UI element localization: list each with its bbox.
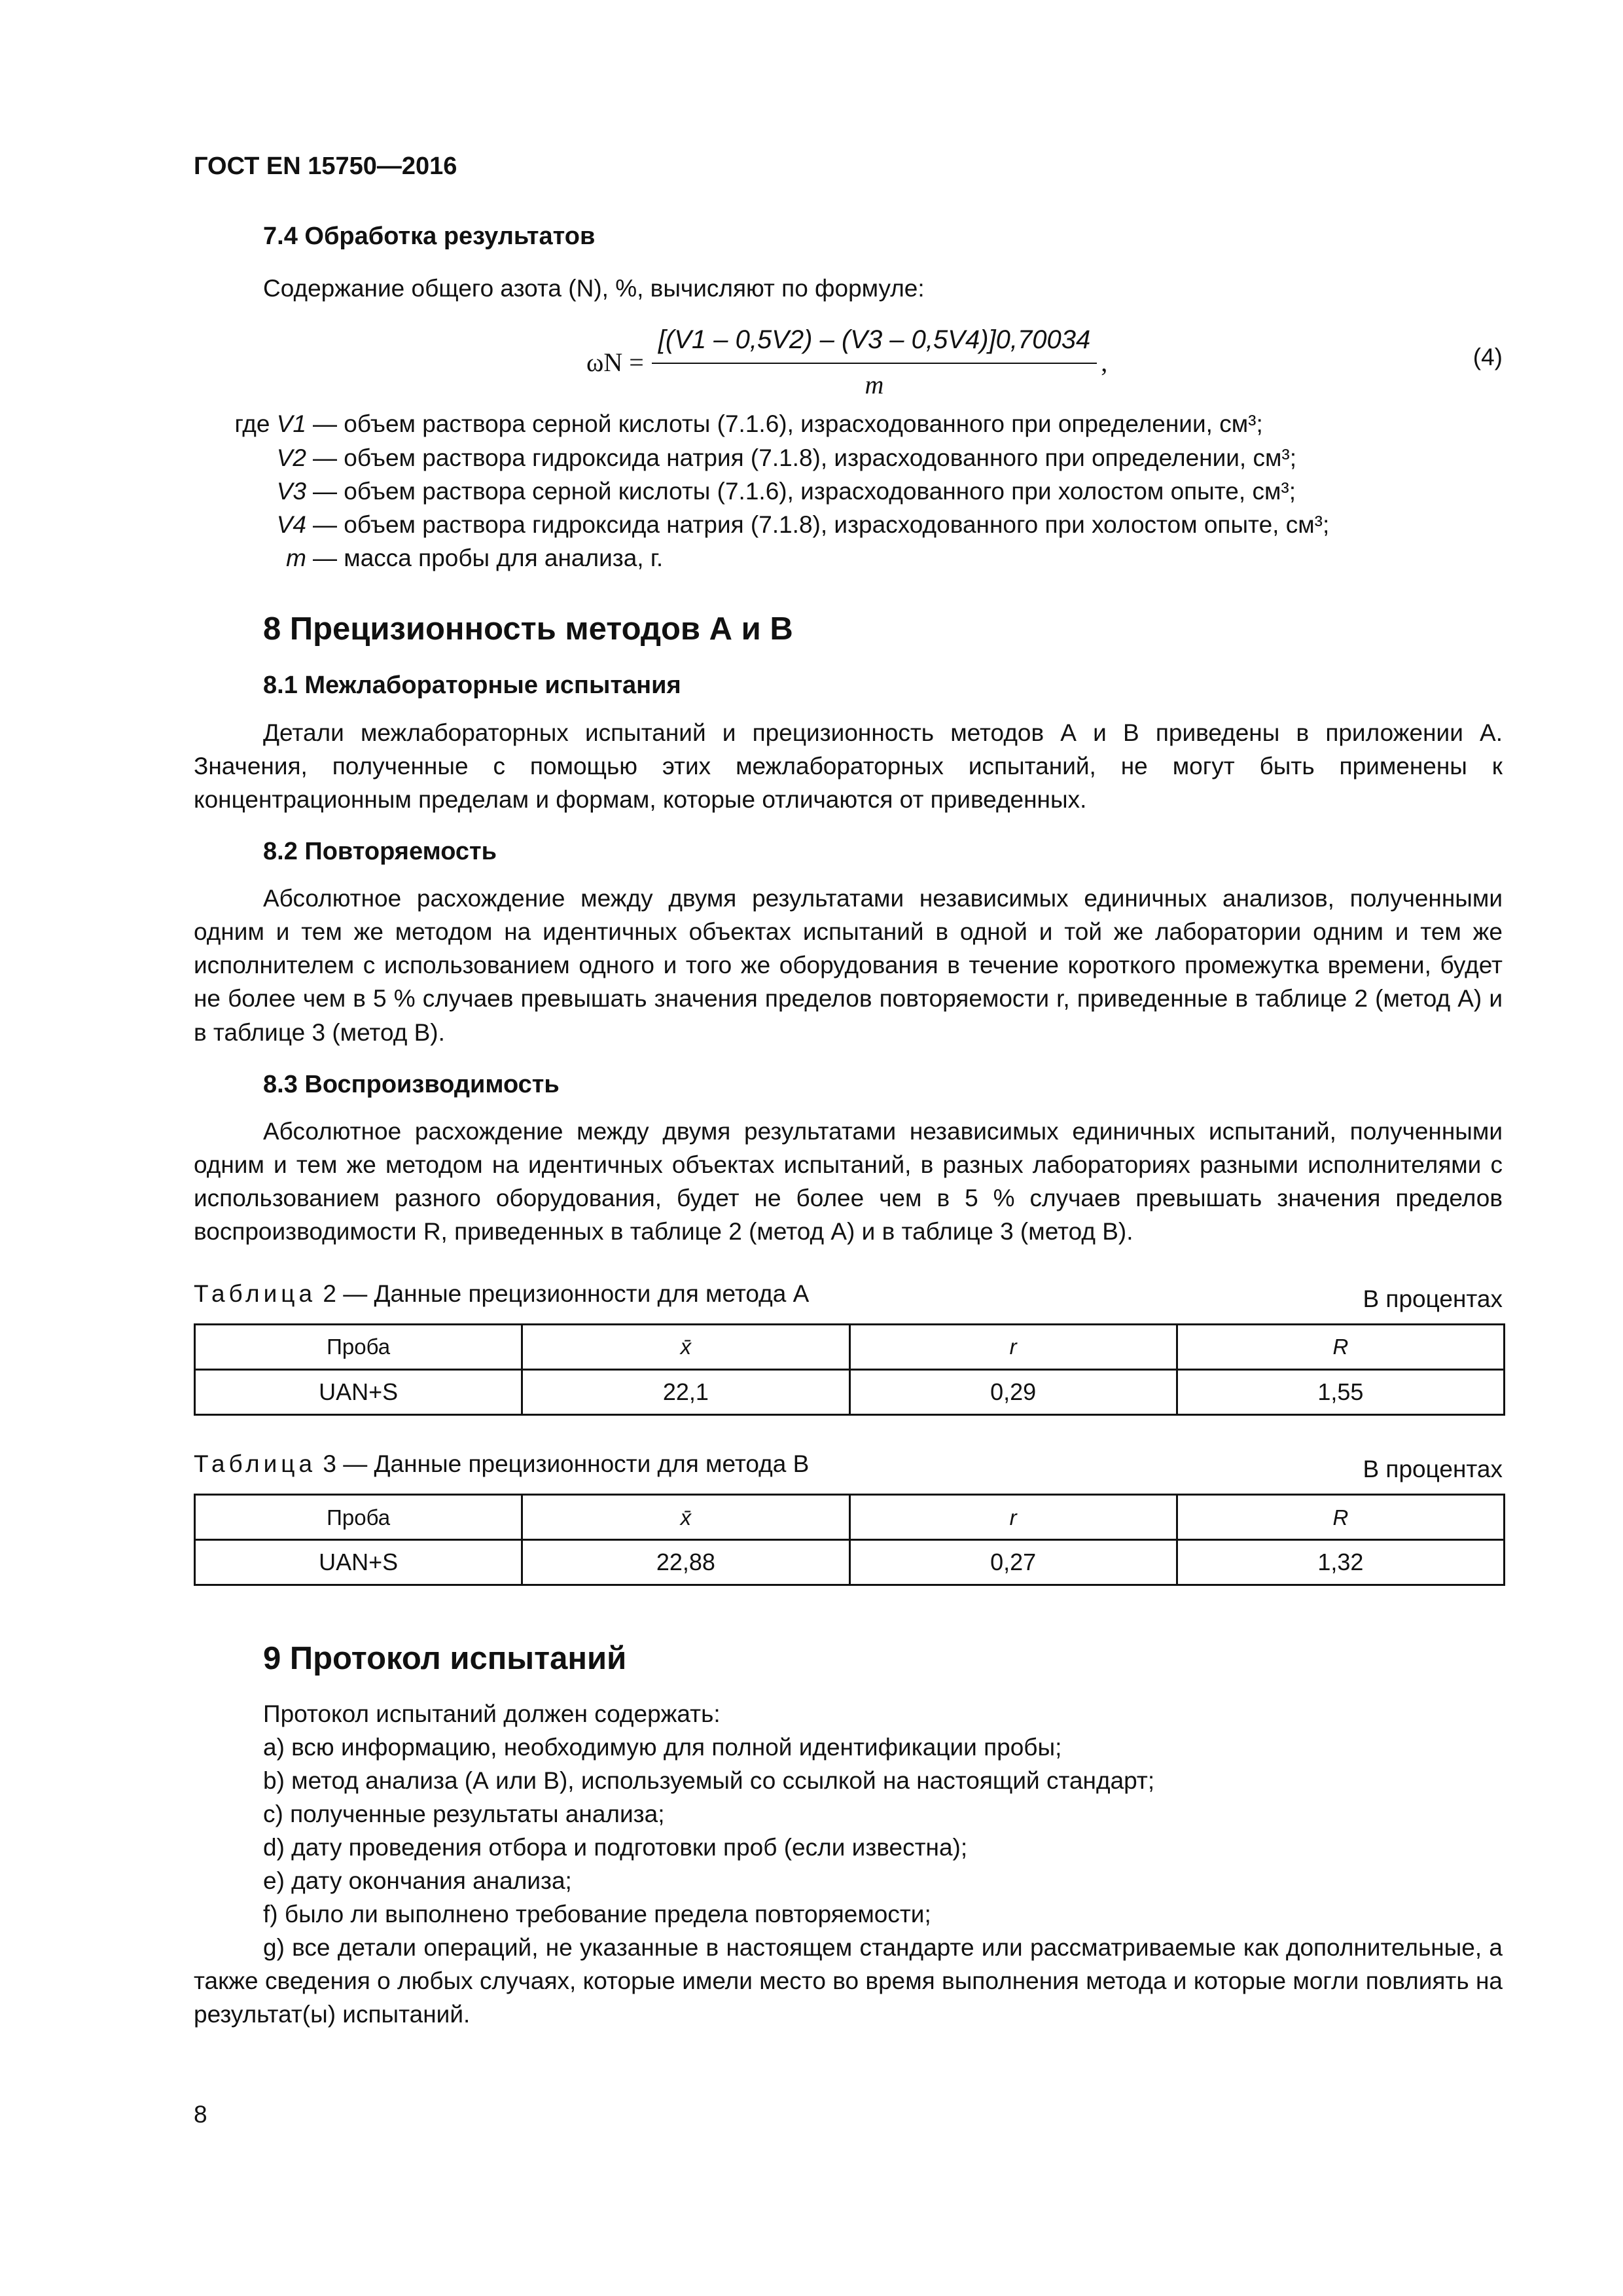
section-9-heading: 9 Протокол испытаний: [263, 1641, 627, 1677]
table-cell: 1,55: [1177, 1370, 1504, 1415]
table-header-cell: Проба: [195, 1325, 522, 1370]
table-3-caption-row: [194, 1447, 1503, 1483]
table-header-cell: x̄: [522, 1495, 849, 1540]
section-8-1-heading: 8.1 Межлабораторные испытания: [263, 672, 681, 700]
variable-row: [194, 541, 1503, 575]
list-item: e) дату окончания анализа;: [263, 1867, 572, 1895]
list-item: a) всю информацию, необходимую для полной идентификации пробы;: [263, 1733, 1062, 1761]
table-cell: 22,88: [522, 1540, 849, 1585]
table-2-caption: [194, 1277, 809, 1310]
table-row: [195, 1370, 1505, 1415]
list-item: c) полученные результаты анализа;: [263, 1801, 665, 1828]
formula-lhs: ωN =: [586, 348, 644, 378]
section-8-2-heading: 8.2 Повторяемость: [263, 837, 497, 865]
formula-fraction: [652, 322, 1097, 402]
table-cell: 1,32: [1177, 1540, 1504, 1585]
variable-symbol: V3: [276, 477, 306, 505]
formula-denominator: m: [865, 369, 884, 399]
page-content: [194, 219, 1503, 2031]
table-3: [194, 1494, 1505, 1586]
section-8-2-text: Абсолютное расхождение между двумя результатами независимых единичных анализов, полученными одним и тем же методом на идентичных объектах испытаний в одной и той же лаборатории одним и тем же исполнителем с использованием одного и того же оборудования в течение короткого промежутка времени, будет не более чем в 5 % случаев превышать значения пределов повторяемости r, приведенные в таблице 2 (метод А) и в таблице 3 (метод В).: [194, 885, 1503, 1046]
table-cell: UAN+S: [195, 1370, 522, 1415]
section-9-intro: Протокол испытаний должен содержать:: [263, 1700, 721, 1727]
table-header-cell: Проба: [195, 1495, 522, 1540]
formula-4: [194, 322, 1503, 401]
table-3-caption-text: 3 — Данные прецизионности для метода В: [323, 1450, 810, 1478]
document-code-header: ГОСТ EN 15750—2016: [194, 152, 457, 180]
section-8-3-text: Абсолютное расхождение между двумя результатами независимых единичных испытаний, полученными одним и тем же методом на идентичных объектах испытаний, в разных лабораториях разными исполнителями с использованием разного оборудования, будет не более чем в 5 % случаев превышать значения пределов воспроизводимости R, приведенных в таблице 2 (метод А) и в таблице 3 (метод В).: [194, 1118, 1503, 1246]
table-header-row: [195, 1495, 1505, 1540]
table-cell: 0,29: [849, 1370, 1177, 1415]
table-cell: 22,1: [522, 1370, 849, 1415]
section-7-4-heading: 7.4 Обработка результатов: [263, 223, 596, 250]
table-cell: 0,27: [849, 1540, 1177, 1585]
formula-numerator: [(V1 – 0,5V2) – (V3 – 0,5V4)]0,70034: [652, 322, 1097, 363]
list-item: f) было ли выполнено требование предела повторяемости;: [263, 1901, 931, 1928]
section-8-1-text: Детали межлабораторных испытаний и прецизионность методов А и В приведены в приложении А. Значения, полученные с помощью этих межлабораторных испытаний, не могут быть применены к концентрационным пределам и формам, которые отличаются от приведенных.: [194, 719, 1503, 813]
variable-description: — объем раствора серной кислоты (7.1.6), израсходованного при холостом опыте, см³;: [313, 477, 1296, 505]
section-8-heading: 8 Прецизионность методов А и В: [263, 611, 793, 647]
table-header-row: [195, 1325, 1505, 1370]
variable-row: [194, 508, 1503, 541]
table-2-label: Таблица: [194, 1280, 317, 1308]
table-header-cell: R: [1177, 1495, 1504, 1540]
table-header-cell: R: [1177, 1325, 1504, 1370]
table-2: [194, 1323, 1505, 1416]
formula-number: (4): [1472, 344, 1503, 371]
table-2-units: В процентах: [1363, 1285, 1503, 1313]
variable-row: [194, 475, 1503, 508]
table-2-caption-row: [194, 1277, 1503, 1313]
variable-description: — объем раствора гидроксида натрия (7.1.8), израсходованного при холостом опыте, см³;: [313, 511, 1330, 538]
table-header-cell: x̄: [522, 1325, 849, 1370]
variable-row: [194, 441, 1503, 475]
list-item: g) все детали операций, не указанные в настоящем стандарте или рассматриваемые как дополнительные, а также сведения о любых случаях, которые имели место во время выполнения метода и которые могли повлиять на результат(ы) испытаний.: [194, 1934, 1503, 2028]
section-7-4-intro: Содержание общего азота (N), %, вычисляют по формуле:: [263, 275, 925, 302]
list-item: b) метод анализа (А или В), используемый со ссылкой на настоящий стандарт;: [263, 1767, 1155, 1794]
table-header-cell: r: [849, 1325, 1177, 1370]
table-3-label: Таблица: [194, 1450, 317, 1478]
variable-description: — объем раствора серной кислоты (7.1.6), израсходованного при определении, см³;: [313, 410, 1263, 438]
variable-description: — объем раствора гидроксида натрия (7.1.8), израсходованного при определении, см³;: [313, 444, 1297, 471]
formula-expression: [586, 322, 1107, 402]
list-item: d) дату проведения отбора и подготовки проб (если известна);: [263, 1834, 968, 1861]
variable-symbol: V4: [276, 511, 306, 538]
table-3-caption: [194, 1447, 809, 1480]
table-header-cell: r: [849, 1495, 1177, 1540]
page-number: 8: [194, 2101, 207, 2128]
formula-variable-list: [194, 407, 1503, 574]
table-3-units: В процентах: [1363, 1456, 1503, 1483]
variable-description: — масса пробы для анализа, г.: [313, 544, 664, 571]
formula-trailing-comma: ,: [1101, 348, 1108, 378]
variable-symbol: m: [286, 544, 306, 571]
table-2-caption-text: 2 — Данные прецизионности для метода А: [323, 1280, 810, 1308]
variable-symbol: V1: [276, 410, 306, 438]
variable-row: [194, 407, 1503, 440]
table-row: [195, 1540, 1505, 1585]
where-lead: где: [234, 410, 270, 438]
section-8-3-heading: 8.3 Воспроизводимость: [263, 1070, 560, 1098]
table-cell: UAN+S: [195, 1540, 522, 1585]
variable-symbol: V2: [276, 444, 306, 471]
